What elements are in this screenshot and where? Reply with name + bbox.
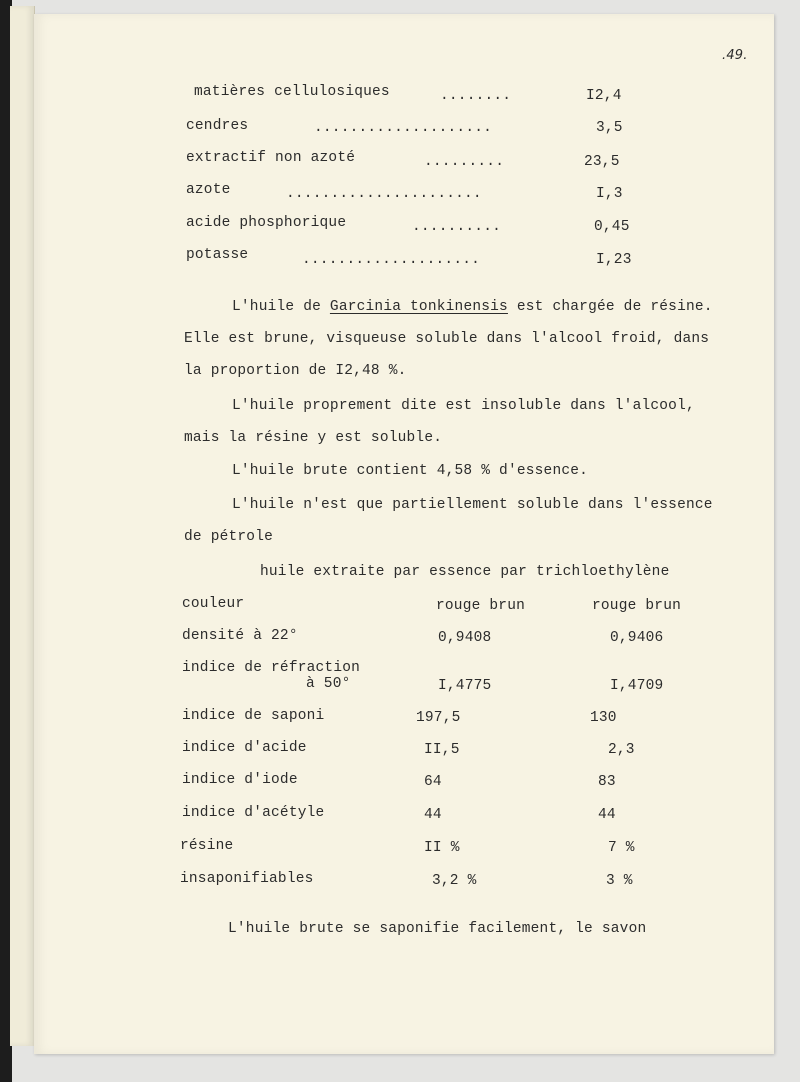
comp-label: extractif non azoté [186, 150, 356, 166]
col1-value: II % [424, 840, 460, 856]
paragraph-line: L'huile proprement dite est insoluble dans l'alcool, [232, 398, 695, 414]
comp-leader-dots: .......... [412, 219, 502, 235]
col1-value: 197,5 [416, 710, 461, 726]
comp-value: 3,5 [596, 120, 623, 136]
row-label: indice d'iode [182, 772, 298, 788]
comp-label: acide phosphorique [186, 215, 347, 231]
comp-value: 0,45 [594, 219, 630, 235]
paragraph-line: L'huile de Garcinia tonkinensis est chargée de résine. [232, 299, 713, 315]
col1-value: rouge brun [436, 598, 526, 614]
row-label: indice de saponi [182, 708, 325, 724]
page-number: .49. [722, 48, 748, 63]
col2-value: 130 [590, 710, 617, 726]
comp-value: I,23 [596, 252, 632, 268]
col1-value: 64 [424, 774, 442, 790]
paragraph-line: mais la résine y est soluble. [184, 430, 443, 446]
left-page-edge [10, 6, 35, 1046]
col2-value: 3 % [606, 873, 633, 889]
row-label: indice d'acide [182, 740, 307, 756]
row-label: couleur [182, 596, 245, 612]
col1-value: 3,2 % [432, 873, 477, 889]
row-label: résine [180, 838, 234, 854]
col2-value: 44 [598, 807, 616, 823]
col2-value: 0,9406 [610, 630, 664, 646]
comp-label: cendres [186, 118, 249, 134]
col2-value: 2,3 [608, 742, 635, 758]
paragraph-line: de pétrole [184, 529, 274, 545]
col1-value: I,4775 [438, 678, 492, 694]
col2-value: rouge brun [592, 598, 682, 614]
col1-value: 0,9408 [438, 630, 492, 646]
comp-value: 23,5 [584, 154, 620, 170]
row-label: indice d'acétyle [182, 805, 325, 821]
comp-value: I,3 [596, 186, 623, 202]
comp-label: azote [186, 182, 231, 198]
row-label-continued: à 50° [306, 676, 351, 692]
paragraph-line: la proportion de I2,48 %. [184, 363, 407, 379]
col2-value: I,4709 [610, 678, 664, 694]
col1-value: 44 [424, 807, 442, 823]
col2-value: 83 [598, 774, 616, 790]
comp-label: potasse [186, 247, 249, 263]
row-label: indice de réfraction [182, 660, 361, 676]
col1-value: II,5 [424, 742, 460, 758]
closing-line: L'huile brute se saponifie facilement, le savon [228, 921, 647, 937]
table-caption: huile extraite par essence par trichloethylène [260, 564, 670, 580]
species-name: Garcinia tonkinensis [329, 299, 508, 315]
comp-leader-dots: .................... [302, 252, 481, 268]
paragraph-line: L'huile brute contient 4,58 % d'essence. [232, 463, 589, 479]
comp-leader-dots: ...................... [286, 186, 482, 202]
col2-value: 7 % [608, 840, 635, 856]
row-label: densité à 22° [182, 628, 298, 644]
paragraph-line: L'huile n'est que partiellement soluble dans l'essence [232, 497, 713, 513]
comp-value: I2,4 [586, 88, 622, 104]
document-page [34, 14, 774, 1054]
row-label: insaponifiables [180, 871, 314, 887]
comp-leader-dots: .................... [314, 120, 493, 136]
paragraph-line: Elle est brune, visqueuse soluble dans l'alcool froid, dans [184, 331, 710, 347]
comp-label: matières cellulosiques [194, 84, 390, 100]
comp-leader-dots: ........ [440, 88, 512, 104]
comp-leader-dots: ......... [424, 154, 505, 170]
